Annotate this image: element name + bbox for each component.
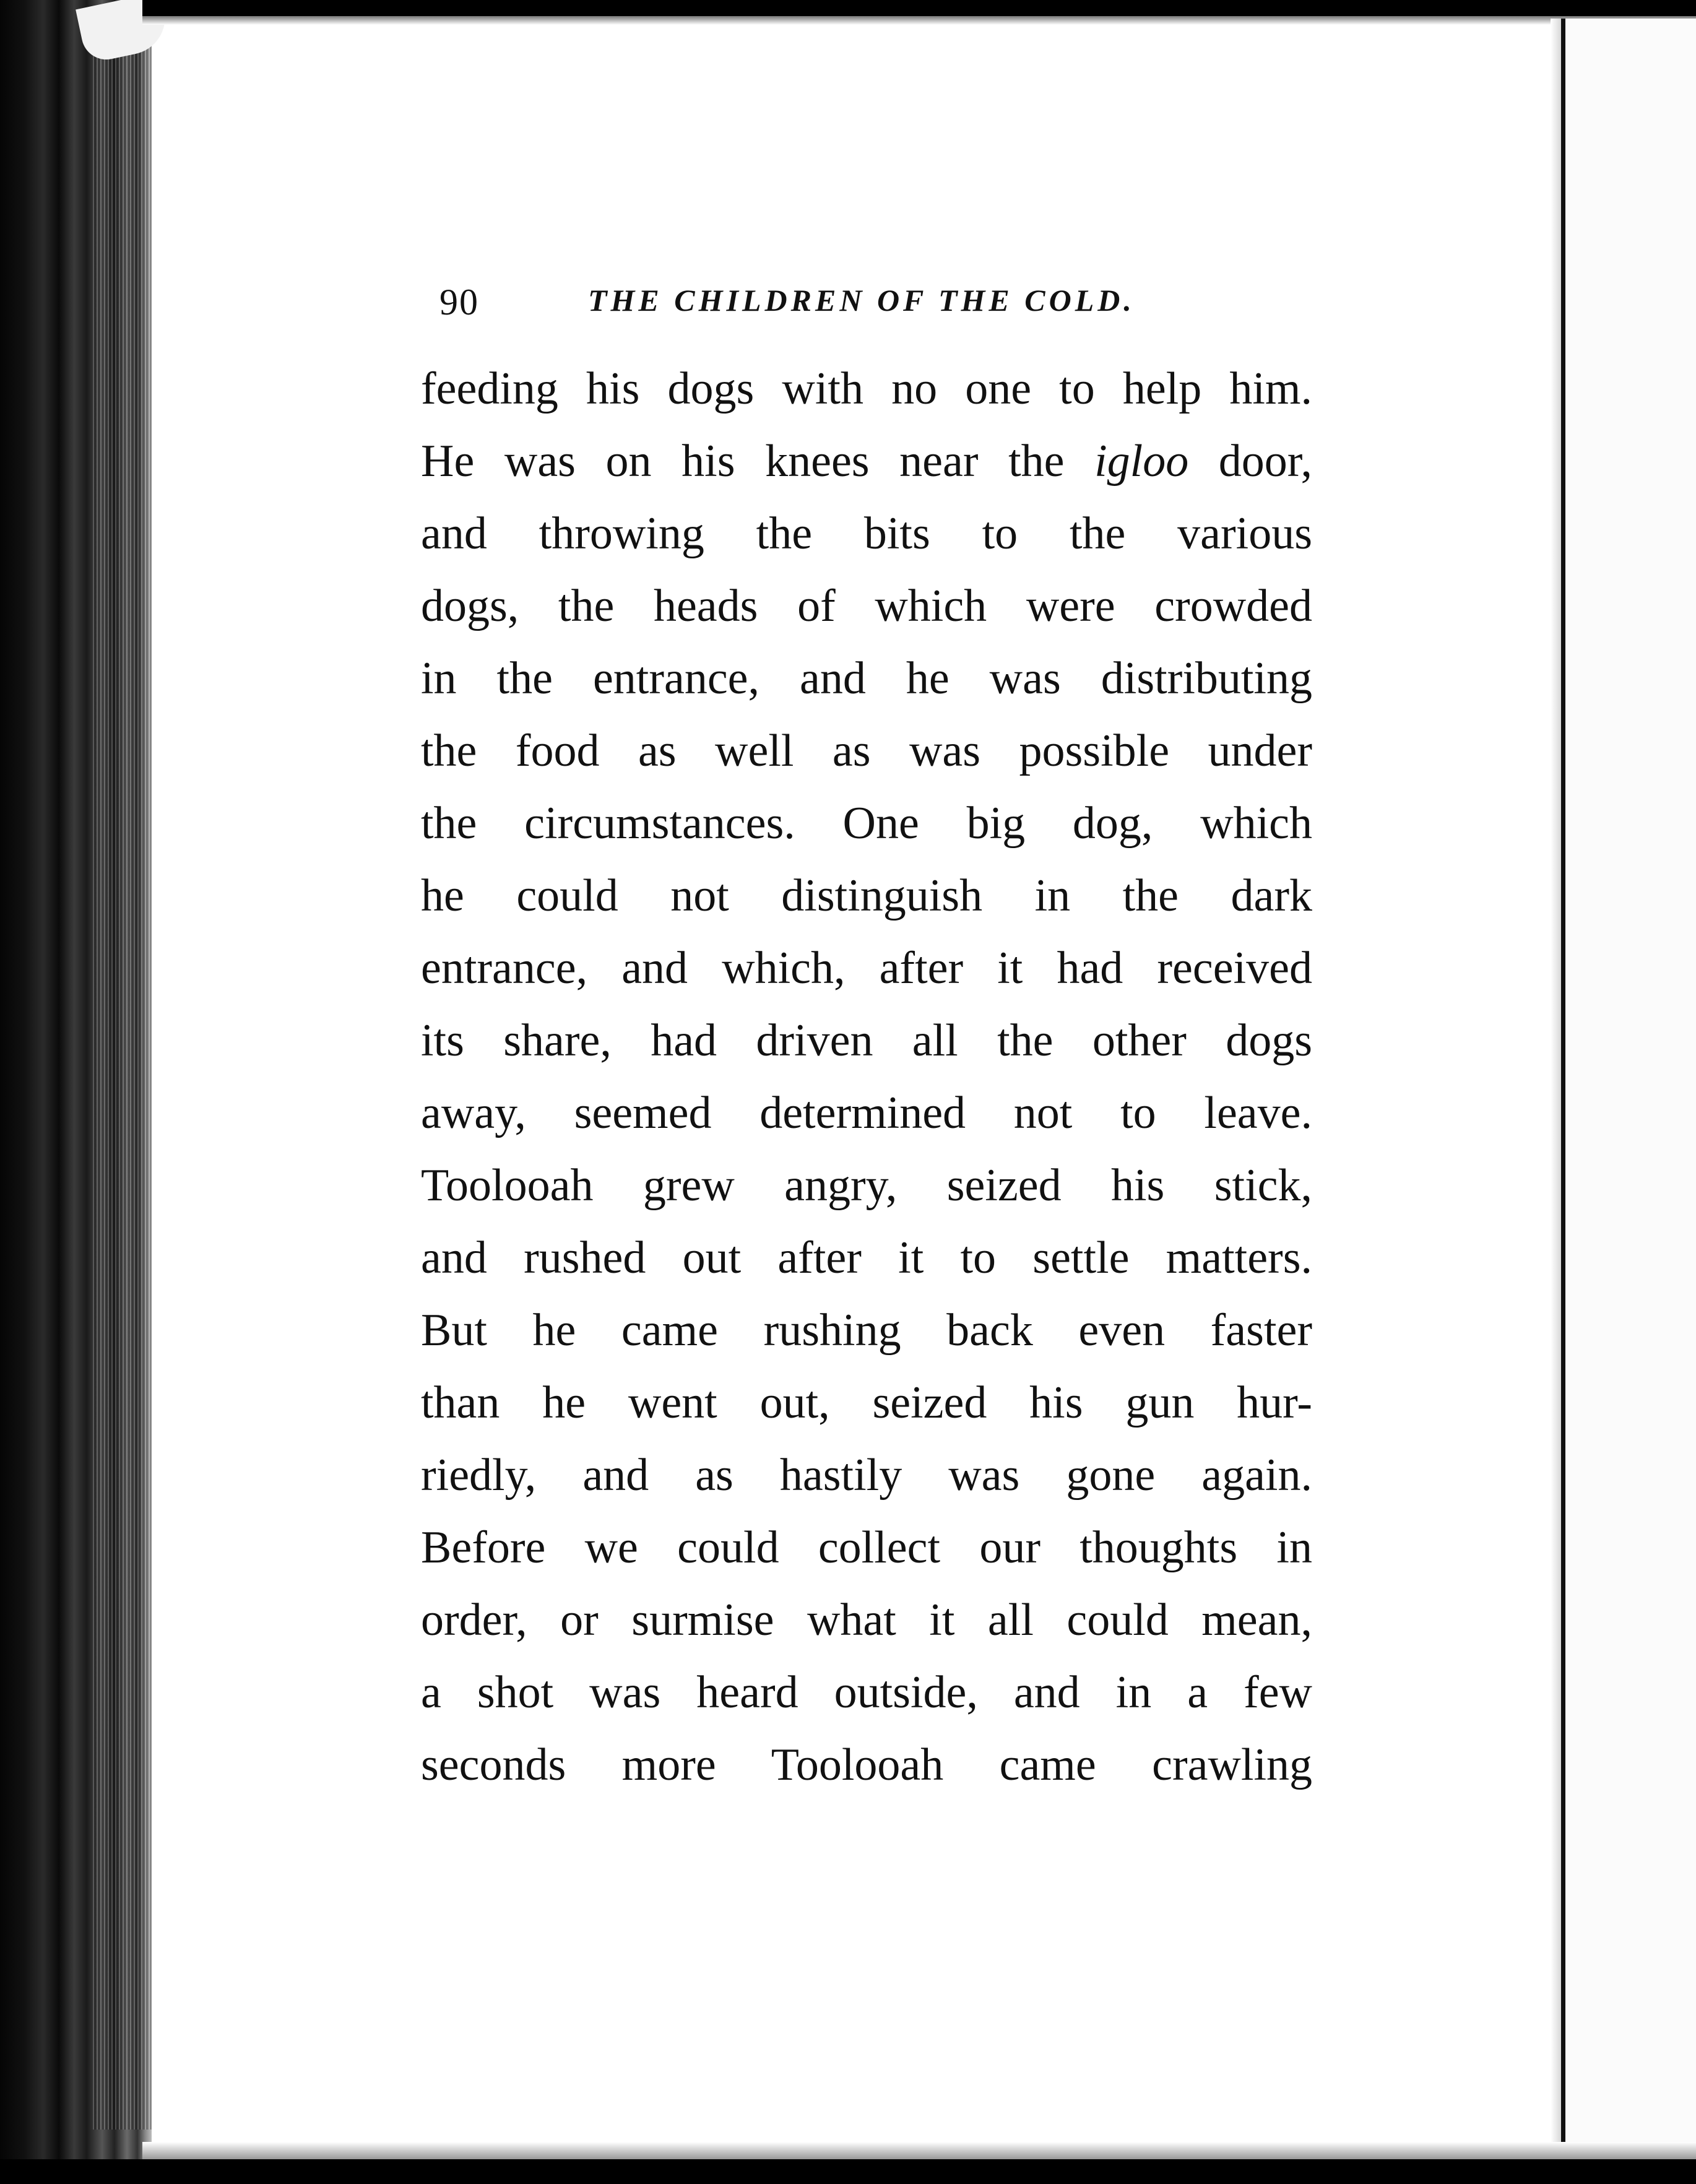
text-line: Toolooah grew angry, seized his stick, <box>421 1160 1312 1211</box>
text-line: the food as well as was possible under <box>421 726 1312 776</box>
top-shadow <box>142 16 1696 25</box>
text-line: he could not distinguish in the dark <box>421 870 1312 921</box>
text-line: in the entrance, and he was distributing <box>421 653 1312 704</box>
italic-word: igloo <box>1094 436 1189 487</box>
bottom-shadow <box>142 2142 1696 2159</box>
text-line: away, seemed determined not to leave. <box>421 1088 1312 1138</box>
page-stack-stripes <box>93 37 152 2130</box>
text-line: feeding his dogs with no one to help him. <box>421 363 1312 414</box>
text-line: its share, had driven all the other dogs <box>421 1015 1312 1066</box>
page-header <box>421 272 1312 328</box>
text-line: But he came rushing back even faster <box>421 1305 1312 1356</box>
running-head: THE CHILDREN OF THE COLD. <box>588 283 1135 318</box>
text-segment: door, <box>1188 436 1312 487</box>
page-number: 90 <box>439 282 479 323</box>
text-line: and throwing the bits to the various <box>421 508 1312 559</box>
gutter-shadow <box>1551 19 1561 2142</box>
book-edge <box>0 0 152 2184</box>
text-line: and rushed out after it to settle matters. <box>421 1233 1312 1283</box>
top-scan-border <box>142 0 1696 16</box>
text-segment: He was on his knees near the <box>421 436 1095 487</box>
text-line: seconds more Toolooah came crawling <box>421 1740 1312 1790</box>
text-line: riedly, and as hastily was gone again. <box>421 1450 1312 1501</box>
bottom-scan-border <box>0 2159 1696 2184</box>
adjacent-page <box>1565 19 1696 2142</box>
text-line: order, or surmise what it all could mean, <box>421 1595 1312 1645</box>
text-line: entrance, and which, after it had received <box>421 943 1312 994</box>
text-line: dogs, the heads of which were crowded <box>421 581 1312 631</box>
text-line: Before we could collect our thoughts in <box>421 1522 1312 1573</box>
text-line: than he went out, seized his gun hur- <box>421 1377 1312 1428</box>
body-text <box>421 353 1312 1801</box>
text-line: a shot was heard outside, and in a few <box>421 1667 1312 1718</box>
page-gutter <box>1561 19 1565 2142</box>
page-content <box>421 272 1312 1801</box>
text-line-igloo <box>421 425 1312 498</box>
text-line: the circumstances. One big dog, which <box>421 798 1312 849</box>
